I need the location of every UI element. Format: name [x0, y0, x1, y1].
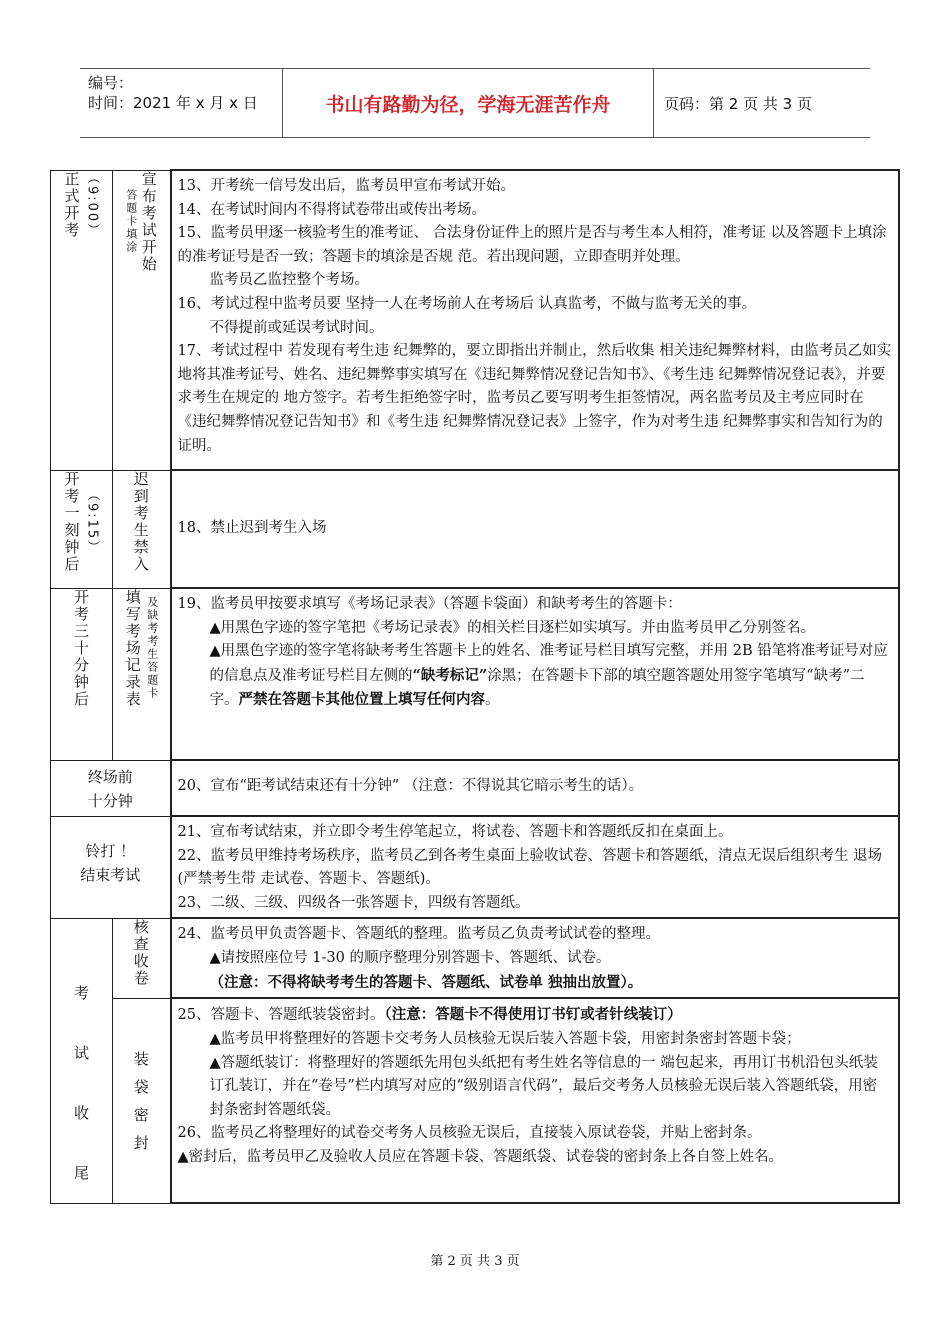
content-finish-check [171, 918, 899, 998]
content-bell [171, 816, 899, 918]
exam-procedure-table [50, 169, 900, 1204]
item-19-a: ▲用黑色字迹的签字笔把《考场记录表》的相关栏目逐栏如实填写。并由监考员甲乙分别签名。 [209, 619, 816, 636]
doc-number: 编号： [88, 74, 134, 92]
phase-formal [51, 170, 113, 470]
sub-finish-seal-2: 袋 [133, 1077, 149, 1096]
row-formal-start [51, 170, 899, 470]
row-thirty-minutes [51, 588, 899, 760]
item-19-b-5: 。 [485, 692, 500, 709]
row-finish-check [51, 918, 899, 998]
item-24-b: （注意：不得将缺考考生的答题卡、答题纸、试卷单 独抽出放置）。 [209, 973, 643, 991]
content-finish-seal [171, 998, 899, 1203]
row-finish-seal [51, 998, 899, 1203]
phase-finish-3: 收 [73, 1103, 89, 1122]
phase-finish-2: 试 [73, 1043, 89, 1062]
item-25-c: ▲监考员甲将整理好的答题卡交考务人员核验无误后装入答题卡袋，用密封条密封答题卡袋； [209, 1030, 801, 1047]
row-bell [51, 816, 899, 918]
item-16: 16、考试过程中监考员要 坚持一人在考场前人在考场后 认真监考，不做与监考无关的事。 [177, 295, 757, 312]
sub-thirty-2: 及缺考考生答题卡 [145, 596, 159, 700]
item-23: 23、二级、三级、四级各一张答题卡，四级有答题纸。 [177, 894, 530, 911]
phase-formal-time: （9:00） [84, 170, 100, 239]
header-page-number: 页码：第 2 页 共 3 页 [664, 94, 812, 113]
sub-finish-seal-1: 装 [133, 1049, 149, 1068]
content-thirty [171, 588, 899, 760]
sub-finish-seal-4: 封 [133, 1133, 149, 1152]
phase-before-end-1: 终场前 [87, 767, 133, 786]
item-22: 22、监考员甲维持考场秩序，监考员乙到各考生桌面上验收试卷、答题卡和答题纸，清点无误后组织考生 退场(严禁考生带 走试卷、答题卡、答题纸)。 [177, 847, 883, 888]
row-before-end [51, 760, 899, 816]
item-17: 17、考试过程中 若发现有考生违 纪舞弊的，要立即指出并制止，然后收集 相关违纪舞弊材料，由监考员乙如实地将其准考证号、姓名、违纪舞弊事实填写在《违纪舞弊情况登记告知书》、《考生违 纪舞弊情况登记表》，并要求考生在规定的 地方签字。若考生拒绝签字时，监考员乙要写明考生拒签情况，两名监考员及主考应同时在《违纪舞弊情况登记告知书》和《考生违 纪舞弊情况登记表》上签字，作为对考生违 纪舞弊事实和告知行为的证明。 [177, 343, 892, 454]
phase-finish-4: 尾 [73, 1163, 89, 1182]
sub-formal [113, 170, 171, 470]
item-24: 24、监考员甲负责答题卡、答题纸的整理。监考员乙负责考试试卷的整理。 [177, 926, 660, 943]
header-meta [80, 69, 283, 137]
item-13: 13、开考统一信号发出后，监考员甲宣布考试开始。 [177, 178, 515, 194]
item-26-a: ▲密封后，监考员甲乙及验收人员应在答题卡袋、答题纸袋、试卷袋的密封条上各自签上姓名。 [177, 1148, 784, 1165]
phase-bell-1: 铃打 ！ [85, 841, 136, 860]
sub-formal-2: 答题卡填涂 [124, 189, 138, 254]
phase-bell [51, 816, 171, 918]
item-19: 19、监考员甲按要求填写《考场记录表》（答题卡袋面）和缺考考生的答题卡： [177, 596, 682, 612]
item-21: 21、宣布考试结束，并立即令考生停笔起立，将试卷、答题卡和答题纸反扣在桌面上。 [177, 824, 733, 840]
sub-finish-seal [113, 998, 171, 1203]
sub-thirty-1: 填写考场记录表 [123, 588, 142, 708]
item-19-b-1: ▲用黑色字迹的签字笔将缺考考生答题卡上的姓名、准考证号栏目填写完整，并用 2B 铅笔将准考证号对应的信息点及准考证号栏目左侧的 [209, 643, 888, 684]
item-25 [178, 1003, 892, 1028]
item-25-b: （注意：答题卡不得使用订书钉或者针线装订） [384, 1006, 682, 1024]
item-15: 15、监考员甲逐一核验考生的准考证、 合法身份证件上的照片是否与考生本人相符，准考证 以及答题卡上填涂的准考证号是否一致；答题卡的填涂是否规 范。若出现问题，立即查明并处理。 [177, 225, 887, 265]
row-late [51, 470, 899, 588]
phase-bell-2: 结束考试 [80, 865, 141, 884]
item-16-note: 不得提前或延误考试时间。 [209, 319, 384, 336]
sub-late-label: 迟到考生禁入 [131, 470, 150, 573]
item-15-note: 监考员乙监控整个考场。 [209, 272, 369, 289]
phase-before-end [51, 760, 171, 816]
phase-late-time: （9:15） [84, 487, 100, 556]
item-24-a: ▲请按照座位号 1-30 的顺序整理分别答题卡、答题纸、试卷。 [209, 949, 611, 966]
item-14: 14、在考试时间内不得将试卷带出或传出考场。 [177, 201, 486, 218]
sub-late [113, 470, 171, 588]
sub-thirty [113, 588, 171, 760]
page-footer: 第 2 页 共 3 页 [430, 1254, 520, 1269]
page-header [80, 68, 870, 138]
content-formal [171, 170, 899, 470]
content-late [171, 470, 899, 588]
phase-thirty-label: 开考三十分钟后 [72, 588, 90, 708]
phase-finish-1: 考 [73, 983, 89, 1002]
content-before-end [171, 760, 899, 816]
phase-formal-label: 正式开考 [62, 170, 81, 239]
item-19-b-3: 涂黑；在答题卡下部的填空题答题处用签字笔填写“缺考”二字。 [209, 667, 865, 709]
item-20: 20、宣布“距考试结束还有十分钟” （注意：不得说其它暗示考生的话）。 [177, 778, 644, 794]
item-26: 26、监考员乙将整理好的试卷交考务人员核验无误后，直接装入原试卷袋，并贴上密封条。 [177, 1125, 762, 1142]
sub-finish-check-label: 核查收卷 [131, 918, 150, 987]
item-25-d: ▲答题纸装订：将整理好的答题纸先用包头纸把有考生姓名等信息的一 端包起来，再用订书机沿包头纸装订孔装订，并在“卷号”栏内填写对应的“级别语言代码”，最后交考务人员核验无误后装入答题纸袋，用密封条密封答题纸袋。 [209, 1054, 878, 1118]
phase-late [51, 470, 113, 588]
sub-finish-check [113, 918, 171, 998]
doc-time: 时间：2021 年 x 月 x 日 [88, 94, 258, 112]
item-19-b-2: “缺考标记” [412, 666, 488, 684]
header-motto: 书山有路勤为径，学海无涯苦作舟 [283, 69, 654, 137]
phase-finish [51, 918, 113, 1203]
phase-late-label: 开考一刻钟后 [62, 470, 81, 573]
phase-before-end-2: 十分钟 [87, 791, 133, 810]
item-19-b-4: 严禁在答题卡其他位置上填写任何内容 [238, 691, 485, 709]
item-25-a: 25、答题卡、答题纸装袋密封。 [177, 1007, 385, 1024]
item-19-b [178, 640, 892, 713]
item-18: 18、禁止迟到考生入场 [177, 520, 327, 536]
sub-finish-seal-3: 密 [133, 1105, 149, 1124]
phase-thirty [51, 588, 113, 760]
sub-formal-1: 宣布考试开始 [139, 170, 158, 273]
